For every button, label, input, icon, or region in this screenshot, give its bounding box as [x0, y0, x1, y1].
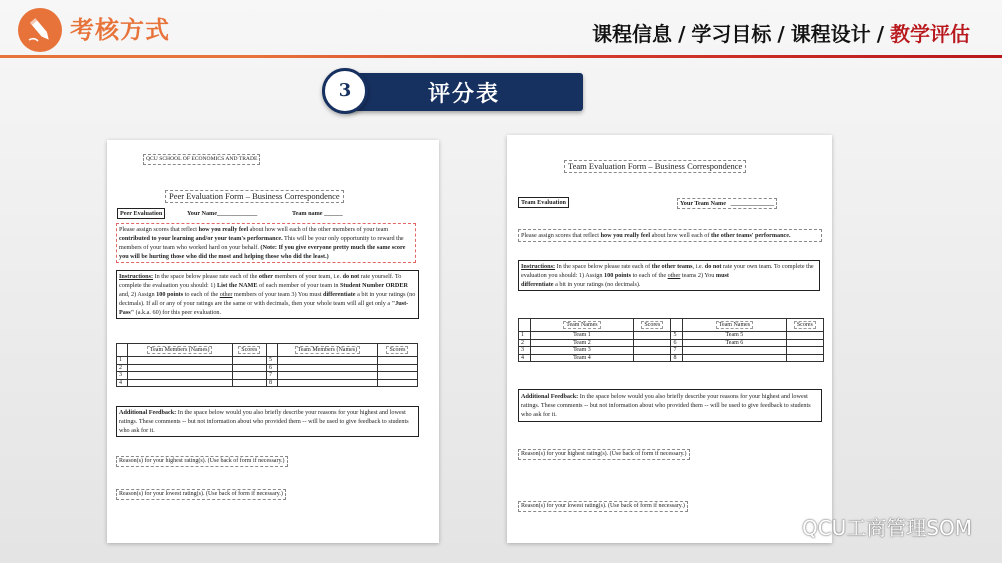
row-number: 3: [117, 372, 128, 380]
reason-highest-field[interactable]: Reason(s) for your highest rating(s). (Use back of form if necessary.): [518, 449, 690, 460]
row-number: 7: [267, 372, 278, 380]
instructions-text: rate your own team. To complete the evaluation you should: 1) Assign: [521, 263, 814, 279]
instructions-text: a bit in your ratings (no decimals). If all or any of your ratings are the same or with decimals, then your whole team will all get only a: [119, 291, 416, 307]
name-cell[interactable]: [277, 364, 377, 372]
instructions-text: a bit in your ratings (no decimals).: [553, 281, 641, 288]
row-number: 1: [117, 357, 128, 365]
instructions-text: and, 2) Assign: [119, 291, 157, 298]
your-team-name-label: Your Team Name: [680, 200, 726, 207]
column-header-scores: Scores: [794, 321, 816, 330]
table-row: [519, 347, 824, 355]
row-number: 6: [671, 339, 683, 347]
pencil-icon: [25, 15, 55, 45]
your-team-name-field[interactable]: Your Team Name ______________: [677, 198, 777, 209]
instructions-text: to each of the: [183, 291, 220, 298]
column-header-names: Team Members (Names): [295, 346, 361, 355]
watermark-text: QCU工商管理SOM: [801, 516, 972, 540]
table-row: [117, 364, 418, 372]
instructions-box: [116, 270, 419, 319]
header-divider: [0, 55, 1002, 58]
watermark: [770, 512, 972, 541]
score-cell[interactable]: [634, 332, 671, 340]
your-name-label: Your Name: [187, 210, 217, 217]
form-title: Peer Evaluation Form – Business Correspondence: [165, 190, 344, 203]
score-cell[interactable]: [634, 354, 671, 362]
instructions-text: of each member of your team in: [257, 282, 340, 289]
name-cell[interactable]: [127, 364, 232, 372]
column-header-names: Team Names: [563, 321, 600, 330]
intro-note: (Note: If you give everyone pretty much the same score you will be hurting those who did the most and helping those who did the least.): [119, 244, 406, 260]
intro-text: about how well each of the other members of your team: [248, 226, 389, 233]
name-cell[interactable]: [277, 357, 377, 365]
team-name-cell: [683, 354, 786, 362]
instructions-box: [518, 260, 820, 291]
breadcrumb: [592, 18, 970, 47]
table-row: [519, 354, 824, 362]
row-number: 2: [117, 364, 128, 372]
breadcrumb-separator: /: [876, 22, 884, 46]
instructions-emphasis: List the NAME: [216, 282, 258, 289]
row-number: 8: [671, 354, 683, 362]
teams-table: [518, 318, 824, 362]
name-cell[interactable]: [277, 379, 377, 387]
row-number: 1: [519, 332, 531, 340]
column-header-scores: Scores: [641, 321, 663, 330]
team-name-cell: [683, 347, 786, 355]
feedback-text: In the space below would you also briefly describe your reasons for your highest and lowest ratings. These comments -- but not information about who provided them -- will be used to give feedback to students who ask for it.: [521, 393, 811, 418]
score-cell[interactable]: [786, 347, 823, 355]
name-cell[interactable]: [127, 379, 232, 387]
score-cell[interactable]: [634, 339, 671, 347]
instructions-label: Instructions:: [119, 273, 154, 280]
table-row: [117, 357, 418, 365]
peer-evaluation-form: [107, 140, 439, 543]
row-number: 4: [519, 354, 531, 362]
column-header-scores: Scores: [238, 346, 260, 355]
table-row: [117, 379, 418, 387]
instructions-text: (a.k.a. 60) for this peer evaluation.: [134, 309, 222, 316]
row-number: 7: [671, 347, 683, 355]
score-cell[interactable]: [786, 339, 823, 347]
row-number: 4: [117, 379, 128, 387]
team-name-cell: Team 6: [683, 339, 786, 347]
section-label: 评分表: [427, 82, 500, 107]
feedback-label: Additional Feedback:: [119, 409, 177, 416]
form-title: Team Evaluation Form – Business Correspondence: [564, 160, 746, 173]
instructions-text: rate yourself. To complete the evaluation you should: 1): [119, 273, 402, 289]
team-name-cell: Team 2: [530, 339, 633, 347]
instructions-underline: other: [219, 291, 233, 298]
row-number: 5: [671, 332, 683, 340]
instructions-emphasis: do not: [342, 273, 360, 280]
breadcrumb-item-active[interactable]: 教学评估: [890, 22, 970, 46]
intro-text: This will be your only opportunity to reward the members of your team who worked hard on your behalf.: [119, 235, 404, 251]
row-number: 8: [267, 379, 278, 387]
score-cell[interactable]: [232, 372, 266, 380]
table-row: [519, 339, 824, 347]
instructions-emphasis: must: [715, 272, 729, 279]
your-name-field: Your Name_____________: [187, 210, 258, 217]
wechat-icon: [770, 516, 796, 538]
score-cell[interactable]: [634, 347, 671, 355]
instructions-underline: other: [667, 272, 681, 279]
column-header-names: Team Names: [716, 321, 753, 330]
feedback-label: Additional Feedback:: [521, 393, 579, 400]
score-cell[interactable]: [377, 372, 417, 380]
instructions-emphasis: other: [258, 273, 273, 280]
table-row: [519, 332, 824, 340]
instructions-emphasis: Student Number ORDER: [339, 282, 408, 289]
school-name: QCU SCHOOL OF ECONOMICS AND TRADE: [143, 154, 260, 165]
team-eval-label: Team Evaluation: [518, 197, 569, 208]
instructions-text: to each of the: [631, 272, 668, 279]
instructions-emphasis: the other teams: [651, 263, 693, 270]
team-evaluation-form: [507, 135, 832, 543]
instructions-emphasis: do not: [704, 263, 722, 270]
team-name-field: Team name ______: [292, 210, 343, 217]
team-name-cell: Team 4: [530, 354, 633, 362]
row-number: 5: [267, 357, 278, 365]
breadcrumb-separator: /: [777, 22, 785, 46]
section-number: 3: [322, 68, 368, 114]
intro-emphasis: how you really feel: [198, 226, 249, 233]
team-members-table: [116, 343, 418, 387]
team-name-cell: Team 1: [530, 332, 633, 340]
row-number: 6: [267, 364, 278, 372]
table-row: [117, 372, 418, 380]
feedback-box: [116, 406, 419, 437]
row-number: 3: [519, 347, 531, 355]
score-cell[interactable]: [786, 332, 823, 340]
score-cell[interactable]: [377, 364, 417, 372]
intro-text: about how well each of: [650, 232, 711, 239]
intro-paragraph: [116, 223, 416, 263]
score-cell[interactable]: [232, 357, 266, 365]
intro-text: Please assign scores that reflect: [521, 232, 601, 239]
instructions-emphasis: differentiate: [521, 281, 554, 288]
page-title: 考核方式: [70, 16, 170, 44]
name-cell[interactable]: [127, 372, 232, 380]
intro-emphasis: how you really feel: [600, 232, 651, 239]
instructions-label: Instructions:: [521, 263, 556, 270]
breadcrumb-item[interactable]: 课程设计: [790, 22, 871, 46]
score-cell[interactable]: [232, 364, 266, 372]
row-number: 2: [519, 339, 531, 347]
column-header-names: Team Members (Names): [147, 346, 213, 355]
breadcrumb-item[interactable]: 课程信息: [592, 22, 673, 46]
instructions-text: In the space below please rate each of the: [153, 273, 259, 280]
team-name-label: Team name: [292, 210, 323, 217]
name-cell[interactable]: [127, 357, 232, 365]
score-cell[interactable]: [786, 354, 823, 362]
section-banner: [345, 73, 583, 111]
instructions-text: teams 2) You: [680, 272, 716, 279]
instructions-text: , i.e.: [692, 263, 705, 270]
breadcrumb-item[interactable]: 学习目标: [691, 22, 772, 46]
breadcrumb-separator: /: [678, 22, 686, 46]
score-cell[interactable]: [232, 379, 266, 387]
intro-emphasis: the other teams' performance.: [710, 232, 791, 239]
intro-emphasis: contributed to your learning and/or your team's performance.: [119, 235, 283, 242]
reason-lowest-field[interactable]: Reason(s) for your lowest rating(s). (Use back of form if necessary.): [116, 489, 286, 500]
instructions-emphasis: 100 points: [156, 291, 184, 298]
column-header-scores: Scores: [386, 346, 408, 355]
feedback-box: [518, 389, 822, 422]
instructions-emphasis: 100 points: [604, 272, 632, 279]
instructions-emphasis: differentiate: [323, 291, 356, 298]
intro-text: Please assign scores that reflect: [119, 226, 199, 233]
instructions-text: members of your team, i.e.: [272, 273, 343, 280]
instructions-emphasis: "Just-Pass": [119, 300, 409, 316]
team-name-cell: Team 5: [683, 332, 786, 340]
reason-lowest-field[interactable]: Reason(s) for your lowest rating(s). (Use back of form if necessary.): [518, 501, 688, 512]
instructions-text: members of your team 3) You must: [232, 291, 324, 298]
header-logo: [18, 8, 62, 52]
name-cell[interactable]: [277, 372, 377, 380]
team-name-cell: Team 3: [530, 347, 633, 355]
peer-eval-label: Peer Evaluation: [117, 208, 165, 219]
score-cell[interactable]: [377, 357, 417, 365]
instructions-text: In the space below please rate each of: [555, 263, 652, 270]
reason-highest-field[interactable]: Reason(s) for your highest rating(s). (Use back of form if necessary.): [116, 456, 288, 467]
score-cell[interactable]: [377, 379, 417, 387]
intro-paragraph: [518, 229, 822, 242]
feedback-text: In the space below would you also briefly describe your reasons for your highest and lowest ratings. These comments -- but not information about who provided them -- will be used to give feedback to students who ask for it.: [119, 409, 409, 434]
